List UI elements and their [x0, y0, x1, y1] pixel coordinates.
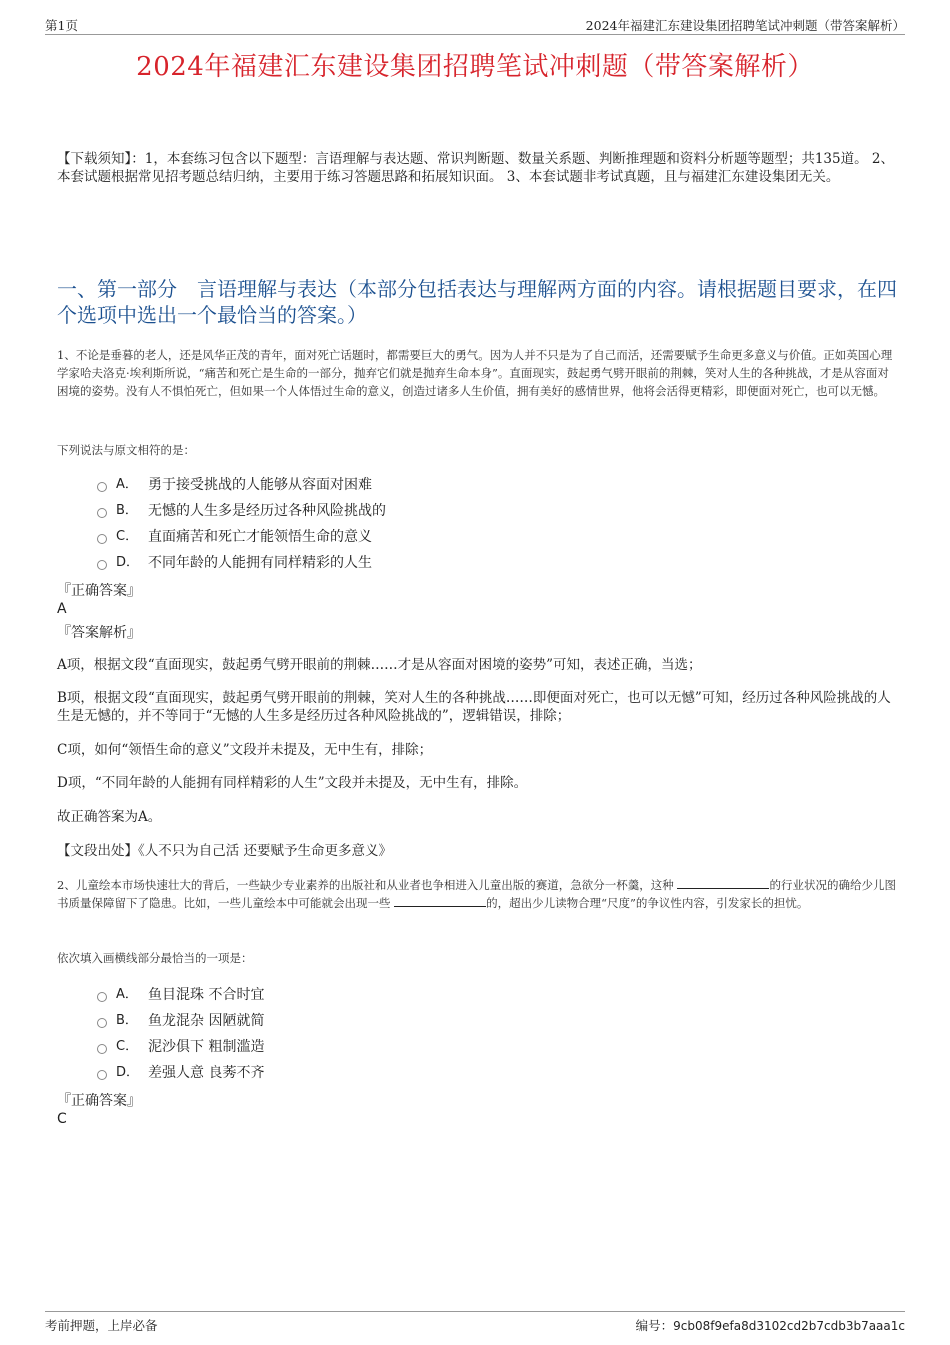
option-letter: A． — [116, 987, 138, 1002]
page-header — [45, 14, 905, 35]
option-letter: B． — [116, 1013, 138, 1028]
question-2-answer: C — [57, 1111, 67, 1127]
question-1-analysis-label: 『答案解析』 — [57, 625, 141, 641]
header-doc-title: 2024年福建汇东建设集团招聘笔试冲刺题（带答案解析） — [585, 18, 905, 33]
footer-code — [636, 1316, 905, 1334]
option-letter: C． — [116, 529, 139, 544]
question-1-passage: 1、不论是垂暮的老人，还是风华正茂的青年，面对死亡话题时，都需要巨大的勇气。因为人并不只是为了自己而活，还需要赋予生命更多意义与价值。正如英国心理学家哈夫洛克·埃利斯所说，“痛苦和死亡是生命的一部分，抛弃它们就是抛弃生命本身”。直面现实，鼓起勇气劈开眼前的荆棘，笑对人生的各种挑战，才是从容面对困境的姿势。没有人不惧怕死亡，但如果一个人体悟过生命的意义，创造过诸多人生价值，拥有美好的感情世界，他将会活得更精彩，即便面对死亡，也可以无憾。 — [57, 348, 893, 398]
option-letter: B． — [116, 503, 138, 518]
passage-part: 的，超出少儿读物合理“尺度”的争议性内容，引发家长的担忧。 — [486, 896, 809, 910]
question-2-passage — [57, 876, 897, 912]
option-text: 勇于接受挑战的人能够从容面对困难 — [148, 477, 372, 493]
question-2-option-b[interactable] — [97, 1008, 264, 1034]
code-label: 编号： — [635, 1318, 674, 1333]
question-2-option-a[interactable] — [97, 982, 264, 1008]
passage-part: 2、儿童绘本市场快速壮大的背后，一些缺少专业素养的出版社和从业者也争相进入儿童出版的赛道，急欲分一杯羹，这种 — [57, 878, 674, 892]
question-1-option-d[interactable] — [97, 550, 386, 576]
page-footer — [45, 1311, 905, 1334]
document-title: 2024年福建汇东建设集团招聘笔试冲刺题（带答案解析） — [136, 52, 814, 82]
footer-slogan: 考前押题，上岸必备 — [45, 1318, 158, 1333]
option-text: 鱼龙混杂 因陋就简 — [148, 1013, 265, 1029]
analysis-line-d: D项，“不同年龄的人能拥有同样精彩的人生”文段并未提及，无中生有，排除。 — [57, 775, 528, 791]
question-1-option-b[interactable] — [97, 498, 386, 524]
option-letter: D． — [116, 1065, 140, 1080]
question-2-options — [97, 982, 264, 1086]
question-2-option-d[interactable] — [97, 1060, 264, 1086]
question-1-answer: A — [57, 601, 67, 617]
radio-icon[interactable] — [97, 508, 107, 518]
fill-blank-1 — [677, 878, 769, 889]
question-1-option-a[interactable] — [97, 472, 386, 498]
section-heading: 一、第一部分 言语理解与表达（本部分包括表达与理解两方面的内容。请根据题目要求，在四个选项中选出一个最恰当的答案。） — [57, 277, 897, 327]
analysis-line-b: B项，根据文段“直面现实，鼓起勇气劈开眼前的荆棘，笑对人生的各种挑战……即便面对死亡，也可以无憾”可知，经历过各种风险挑战的人生是无憾的，并不等同于“无憾的人生多是经历过各种风险挑战的”，逻辑错误，排除； — [57, 690, 891, 724]
question-1-answer-label: 『正确答案』 — [57, 583, 141, 599]
question-1-source: 【文段出处】《人不只为自己活 还要赋予生命更多意义》 — [57, 843, 393, 859]
radio-icon[interactable] — [97, 1044, 107, 1054]
download-notice: 【下载须知】：1，本套练习包含以下题型：言语理解与表达题、常识判断题、数量关系题、判断推理题和资料分析题等题型；共135道。 2、本套试题根据常见招考题总结归纳，主要用于练习答题思路和拓展知识面。 3、本套试题非考试真题，且与福建汇东建设集团无关。 — [57, 151, 894, 185]
radio-icon[interactable] — [97, 534, 107, 544]
question-1-prompt: 下列说法与原文相符的是： — [57, 443, 195, 457]
option-text: 直面痛苦和死亡才能领悟生命的意义 — [148, 529, 372, 545]
option-letter: C． — [116, 1039, 139, 1054]
radio-icon[interactable] — [97, 992, 107, 1002]
option-letter: D． — [116, 555, 140, 570]
option-letter: A． — [116, 477, 138, 492]
radio-icon[interactable] — [97, 1070, 107, 1080]
question-2-option-c[interactable] — [97, 1034, 264, 1060]
code-value: 9cb08f9efa8d3102cd2b7cdb3b7aaa1c — [673, 1319, 905, 1333]
option-text: 差强人意 良莠不齐 — [148, 1065, 265, 1081]
question-1-option-c[interactable] — [97, 524, 386, 550]
question-1-options — [97, 472, 386, 576]
option-text: 泥沙俱下 粗制滥造 — [148, 1039, 265, 1055]
page-number: 第1页 — [45, 18, 78, 33]
analysis-line-a: A项，根据文段“直面现实，鼓起勇气劈开眼前的荆棘……才是从容面对困境的姿势”可知，表述正确，当选； — [57, 657, 702, 673]
option-text: 鱼目混珠 不合时宜 — [148, 987, 265, 1003]
option-text: 不同年龄的人能拥有同样精彩的人生 — [148, 555, 372, 571]
analysis-conclusion: 故正确答案为A。 — [57, 809, 162, 825]
radio-icon[interactable] — [97, 560, 107, 570]
fill-blank-2 — [394, 896, 486, 907]
question-2-answer-label: 『正确答案』 — [57, 1093, 141, 1109]
analysis-line-c: C项，如何“领悟生命的意义”文段并未提及，无中生有，排除； — [57, 742, 433, 758]
radio-icon[interactable] — [97, 482, 107, 492]
option-text: 无憾的人生多是经历过各种风险挑战的 — [148, 503, 386, 519]
question-2-prompt: 依次填入画横线部分最恰当的一项是： — [57, 951, 253, 965]
passage-part: 的行业状况的确给少儿图书质量保障留下了隐患。比如，一些儿童绘本中可能就会出现一些 — [57, 878, 896, 910]
radio-icon[interactable] — [97, 1018, 107, 1028]
